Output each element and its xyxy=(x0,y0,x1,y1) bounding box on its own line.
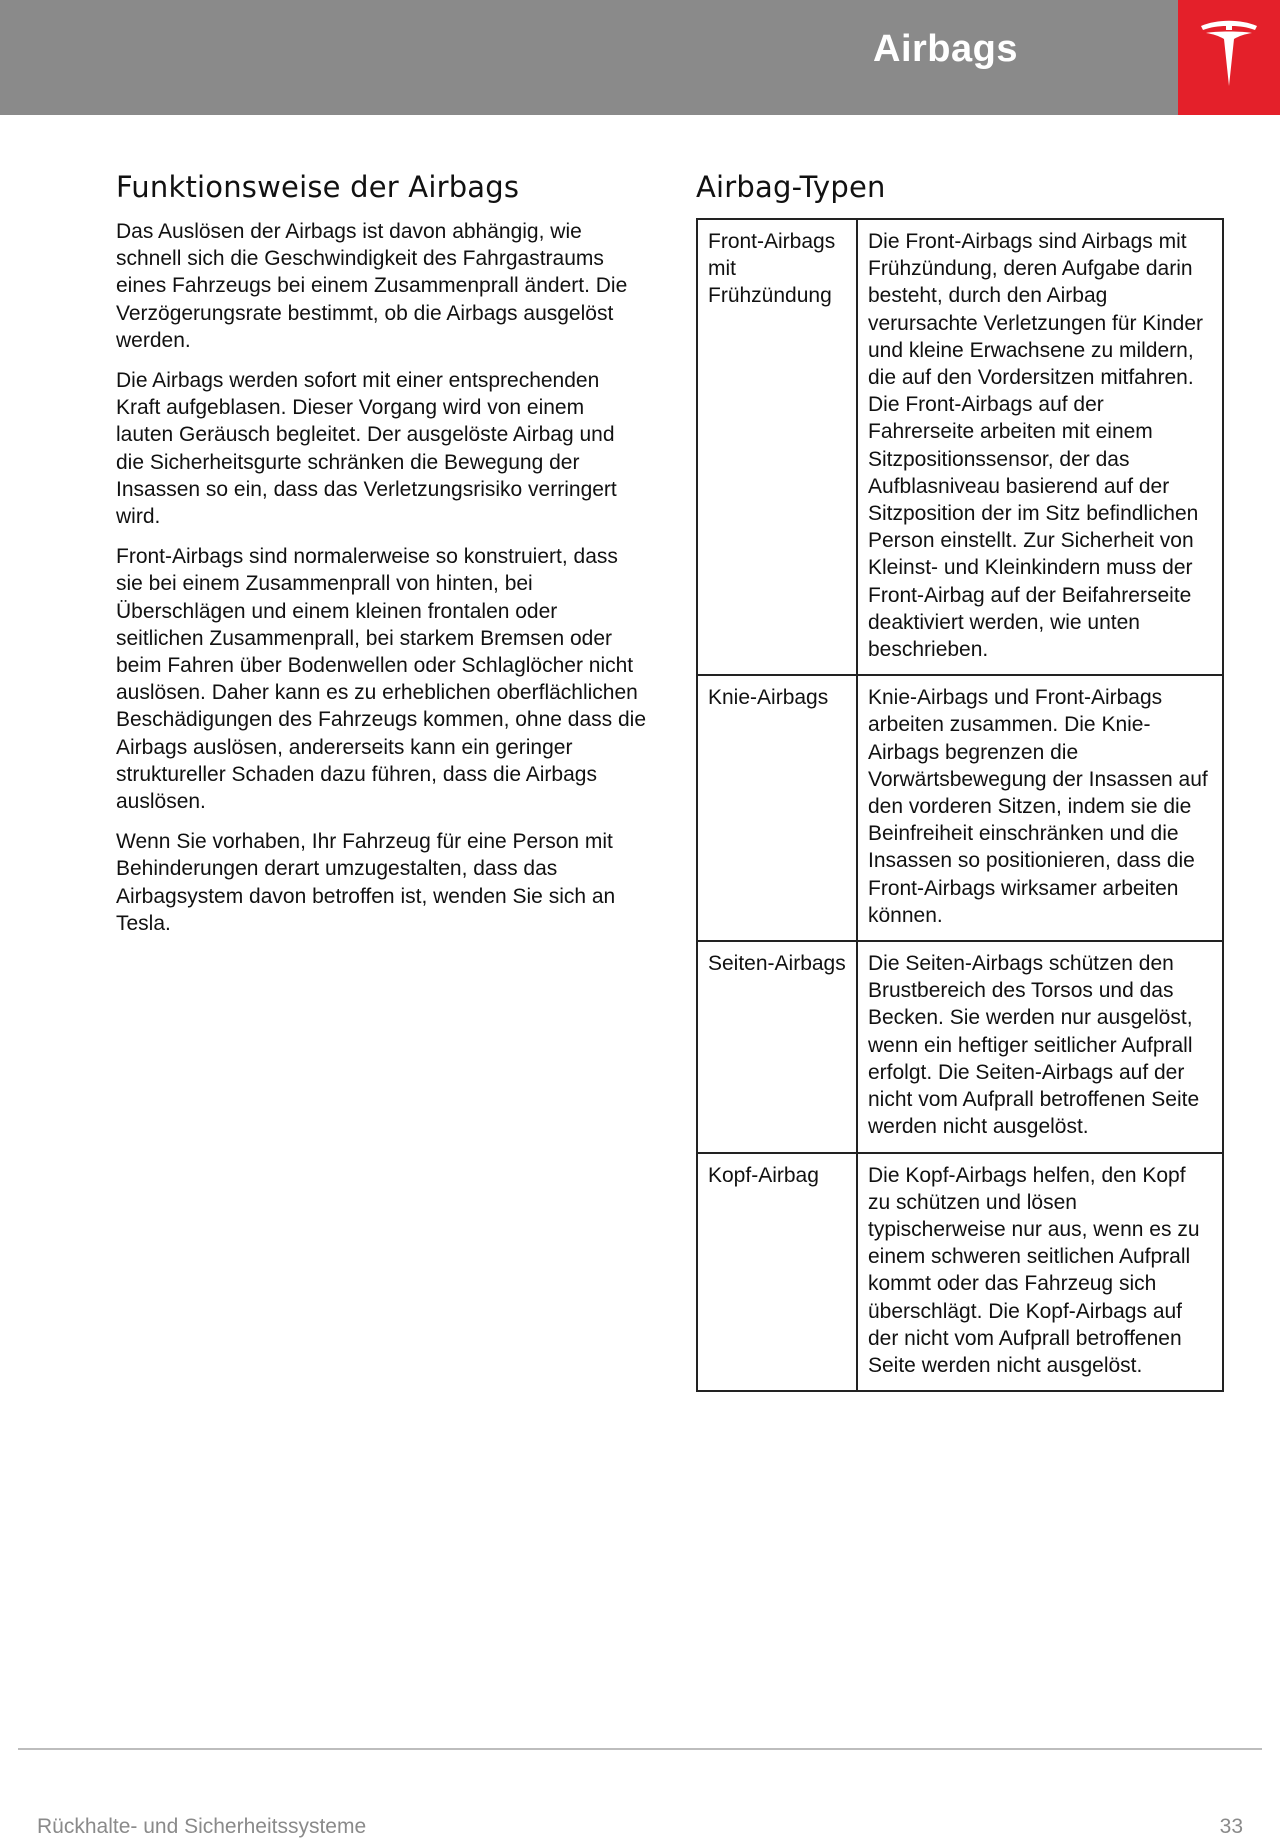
right-column xyxy=(696,170,1224,1392)
paragraph: Das Auslösen der Airbags ist davon abhängig, wie schnell sich die Geschwindigkeit des Fahrgastraums eines Fahrzeugs bei einem Zusammenprall ändert. Die Verzögerungsrate bestimmt, ob die Airbags ausgelöst werden. xyxy=(116,220,628,352)
tesla-logo-icon xyxy=(1199,20,1259,88)
paragraph: Front-Airbags sind normalerweise so konstruiert, dass sie bei einem Zusammenprall von hinten, bei Überschlägen und einem kleinen frontalen oder seitlichen Zusammenprall, bei starkem Bremsen oder beim Fahren über Bodenwellen oder Schlaglöcher nicht auslösen. Daher kann es zu erheblichen oberflächlichen Beschädigungen des Fahrzeugs kommen, ohne dass die Airbags auslösen, andererseits kann ein geringer struktureller Schaden dazu führen, dass die Airbags auslösen. xyxy=(116,545,647,814)
table-row xyxy=(697,675,1223,941)
section-heading-function: Funktionsweise der Airbags xyxy=(116,170,520,204)
section-heading-types: Airbag-Typen xyxy=(696,170,886,204)
airbag-type-name: Seiten-Airbags xyxy=(697,941,857,1152)
header-bar xyxy=(0,0,1178,115)
logo-box xyxy=(1178,0,1280,115)
table-row xyxy=(697,1153,1223,1392)
airbag-type-description: Die Kopf-Airbags helfen, den Kopf zu schützen und lösen typischerweise nur aus, wenn es zu einem schweren seitlichen Aufprall kommt oder das Fahrzeug sich überschlägt. Die Kopf-Airbags auf der nicht vom Aufprall betroffenen Seite werden nicht ausgelöst. xyxy=(857,1153,1223,1392)
airbag-type-description: Die Seiten-Airbags schützen den Brustbereich des Torsos und das Becken. Sie werden nur ausgelöst, wenn ein heftiger seitlicher Aufprall erfolgt. Die Seiten-Airbags auf der nicht vom Aufprall betroffenen Seite werden nicht ausgelöst. xyxy=(857,941,1223,1152)
page-number: 33 xyxy=(1219,1815,1243,1838)
paragraph: Wenn Sie vorhaben, Ihr Fahrzeug für eine Person mit Behinderungen derart umzugestalten, dass das Airbagsystem davon betroffen ist, wenden Sie sich an Tesla. xyxy=(116,830,616,935)
airbag-type-description: Knie-Airbags und Front-Airbags arbeiten zusammen. Die Knie-Airbags begrenzen die Vorwärtsbewegung der Insassen auf den vorderen Sitzen, indem sie die Beinfreiheit einschränken und die Insassen so positionieren, dass die Front-Airbags wirksamer arbeiten können. xyxy=(857,675,1223,941)
table-row xyxy=(697,941,1223,1152)
airbag-type-name: Kopf-Airbag xyxy=(697,1153,857,1392)
paragraph: Die Airbags werden sofort mit einer entsprechenden Kraft aufgeblasen. Dieser Vorgang wird von einem lauten Geräusch begleitet. Der ausgelöste Airbag und die Sicherheitsgurte schränken die Bewegung der Insassen so ein, dass das Verletzungsrisiko verringert wird. xyxy=(116,369,617,529)
airbag-type-name: Knie-Airbags xyxy=(697,675,857,941)
airbag-type-description: Die Front-Airbags sind Airbags mit Frühzündung, deren Aufgabe darin besteht, durch den Airbag verursachte Verletzungen für Kinder und kleine Erwachsene zu mildern, die auf den Vordersitzen mitfahren. Die Front-Airbags auf der Fahrerseite arbeiten mit einem Sitzpositionssensor, der das Aufblasniveau basierend auf der Sitzposition der im Sitz befindlichen Person einstellt. Zur Sicherheit von Kleinst- und Kleinkindern muss der Front-Airbag auf der Beifahrerseite deaktiviert werden, wie unten beschrieben. xyxy=(857,219,1223,675)
airbag-types-table xyxy=(696,218,1224,1392)
airbag-type-name: Front-Airbags mit Frühzündung xyxy=(697,219,857,675)
page-title: Airbags xyxy=(873,28,1018,70)
table-row xyxy=(697,219,1223,675)
footer-section-title: Rückhalte- und Sicherheitssysteme xyxy=(37,1815,367,1838)
footer-divider xyxy=(18,1748,1262,1750)
left-column xyxy=(116,170,646,950)
